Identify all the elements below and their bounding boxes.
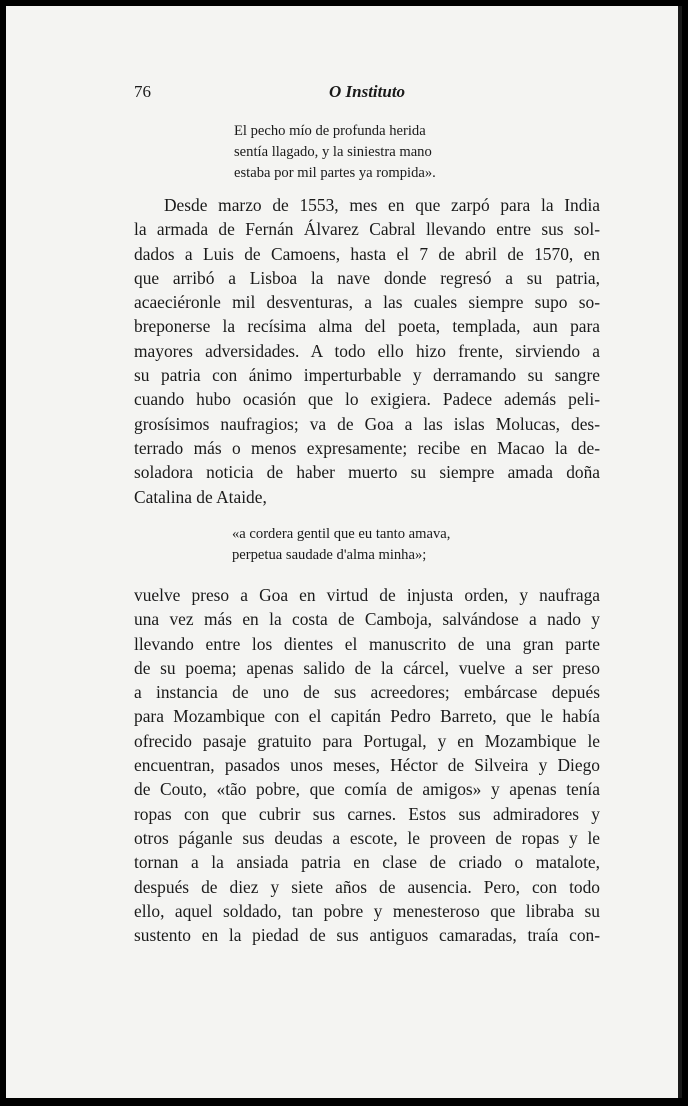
running-title: O Instituto	[329, 82, 406, 101]
text-line: de Couto, «tão pobre, que comía de amigos» y apenas tenía	[134, 779, 600, 800]
text-line: ropas con que cubrir sus carnes. Estos sus admiradores y	[134, 803, 600, 824]
verse-quote-1	[234, 121, 436, 184]
paragraph-1	[134, 193, 600, 509]
verse-line: «a cordera gentil que eu tanto amava,	[232, 526, 451, 542]
text-line: su patria con ánimo imperturbable y derramando su sangre	[134, 365, 600, 386]
text-line: llevando entre los dientes el manuscrito de una gran parte	[134, 633, 600, 654]
text-line: la armada de Fernán Álvarez Cabral llevando entre sus sol-	[134, 219, 600, 240]
book-page	[6, 6, 682, 1098]
page-number: 76	[134, 82, 151, 101]
text-line: de su poema; apenas salido de la cárcel, vuelve a ser preso	[134, 657, 600, 678]
text-line: acaeciéronle mil desventuras, a las cuales siempre supo so-	[134, 292, 600, 313]
text-line: grosísimos naufragios; va de Goa a las islas Molucas, des-	[134, 413, 600, 434]
text-line: una vez más en la costa de Camboja, salvándose a nado y	[134, 609, 600, 630]
text-line: sustento en la piedad de sus antiguos camaradas, traía con-	[134, 925, 600, 946]
text-line: tornan a la ansiada patria en clase de criado o matalote,	[134, 852, 600, 873]
page-header	[134, 82, 604, 106]
verse-line: sentía llagado, y la siniestra mano	[234, 144, 432, 160]
text-line: vuelve preso a Goa en virtud de injusta orden, y naufraga	[134, 585, 600, 605]
text-line: terrado más o menos expresamente; recibe en Macao la de-	[134, 437, 600, 458]
text-line: a instancia de uno de sus acreedores; embárcase depués	[134, 682, 600, 703]
text-line: ofrecido pasaje gratuito para Portugal, y en Mozambique le	[134, 730, 600, 751]
text-line: cuando hubo ocasión que lo exigiera. Padece además peli-	[134, 389, 600, 410]
text-line: para Mozambique con el capitán Pedro Barreto, que le había	[134, 706, 600, 727]
text-line: otros páganle sus deudas a escote, le proveen de ropas y le	[134, 827, 600, 848]
text-line: Catalina de Ataide,	[134, 486, 267, 507]
text-line: mayores adversidades. A todo ello hizo frente, sirviendo a	[134, 340, 600, 361]
verse-quote-2	[232, 524, 450, 566]
text-line: después de diez y siete años de ausencia. Pero, con todo	[134, 876, 600, 897]
text-line: dados a Luis de Camoens, hasta el 7 de abril de 1570, en	[134, 243, 600, 264]
verse-line: estaba por mil partes ya rompida».	[234, 165, 436, 181]
text-line: encuentran, pasados unos meses, Héctor de Silveira y Diego	[134, 755, 600, 776]
text-line: ello, aquel soldado, tan pobre y menesteroso que librabа su	[134, 900, 600, 921]
verse-line: El pecho mío de profunda herida	[234, 123, 426, 139]
text-line: soladora noticia de haber muerto su siempre amada doña	[134, 462, 600, 483]
verse-line: perpetua saudade d'alma minha»;	[232, 547, 427, 563]
text-line: que arribó a Lisboa la nave donde regresó a su patria,	[134, 267, 600, 288]
paragraph-2	[134, 583, 600, 947]
text-line: breponerse la recísima alma del poeta, templada, aun para	[134, 316, 600, 337]
text-line: Desde marzo de 1553, mes en que zarpó para la India	[164, 195, 600, 215]
